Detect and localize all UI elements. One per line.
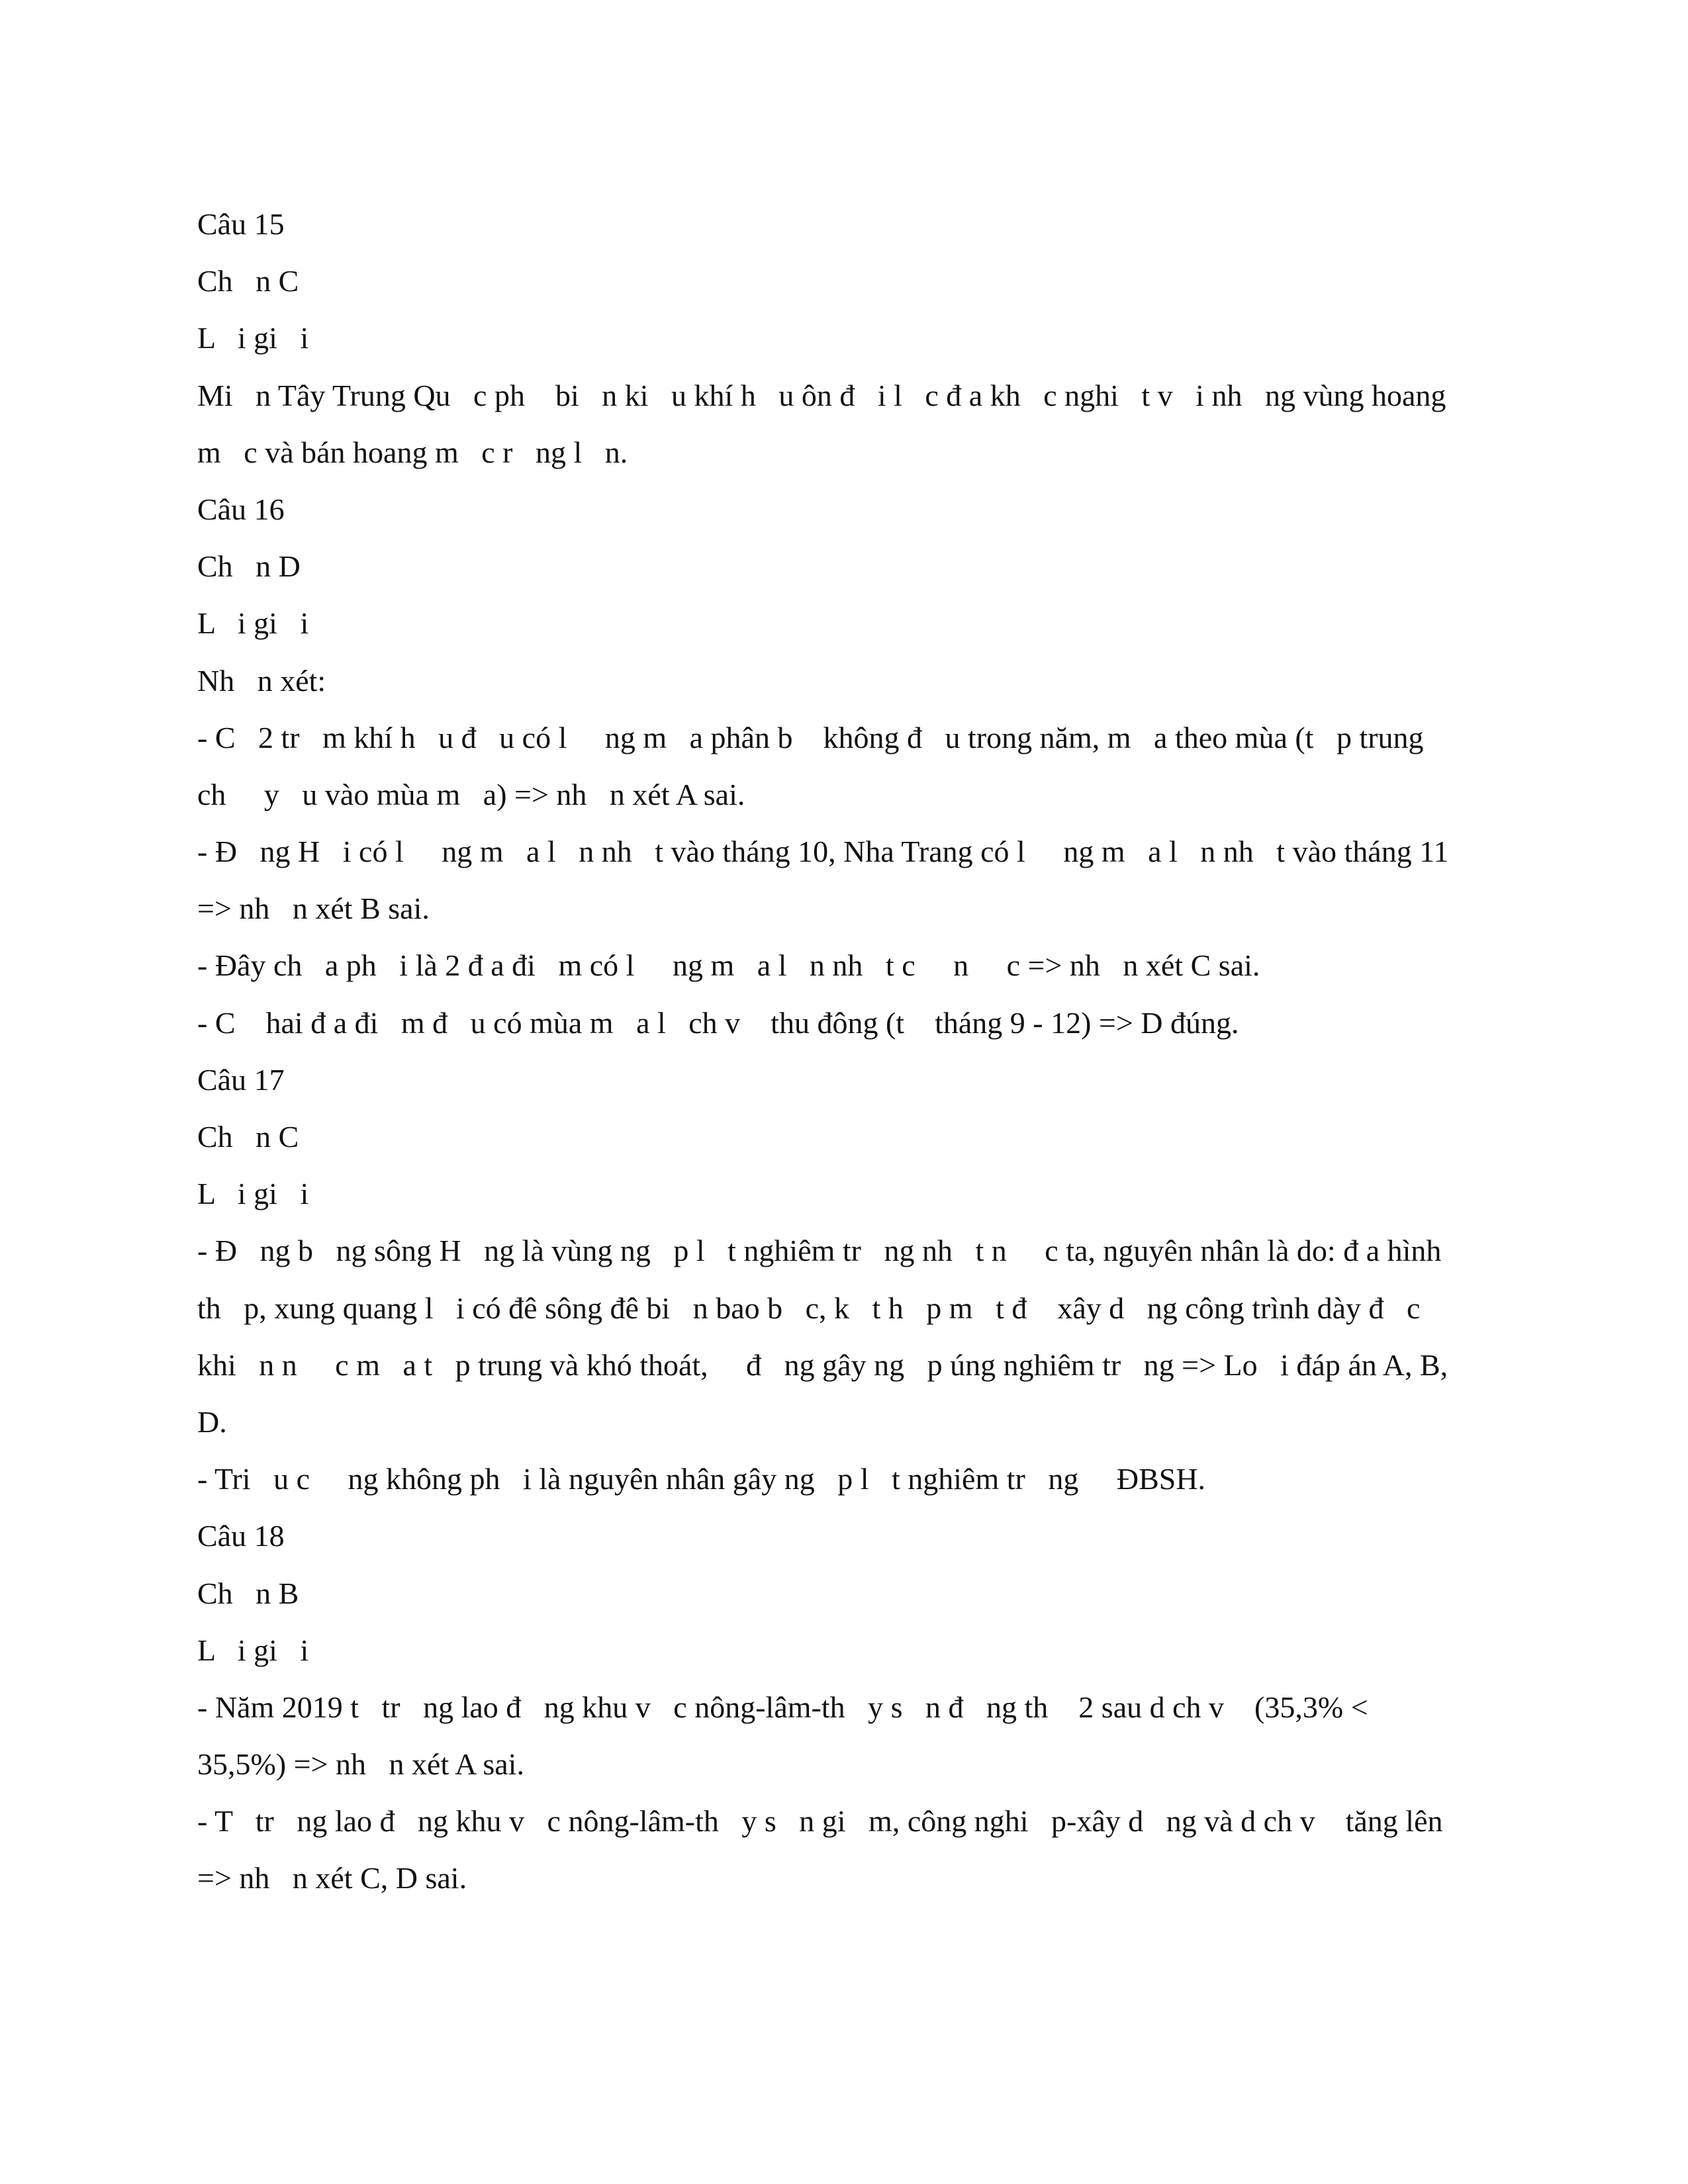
question-17-explanation-line: - Đ ng b ng sông H ng là vùng ng p l t nghiêm tr ng nh t n c ta, nguyên nhân là do: đ a hình	[197, 1234, 1442, 1268]
question-17-explanation-line: khi n n c m a t p trung và khó thoát, đ ng gây ng p úng nghiêm tr ng => Lo i đáp án A, B,	[197, 1347, 1448, 1382]
question-18-explanation-line: => nh n xét C, D sai.	[197, 1861, 467, 1895]
question-17-answer: Ch n C	[197, 1120, 299, 1154]
question-18-explanation-line: - T tr ng lao đ ng khu v c nông-lâm-th y s n gi m, công nghi p-xây d ng và d ch v tăng lên	[197, 1804, 1443, 1839]
question-16-explanation-line: ch y u vào mùa m a) => nh n xét A sai.	[197, 777, 745, 811]
question-18-explanation-line: - Năm 2019 t tr ng lao đ ng khu v c nông-lâm-th y s n đ ng th 2 sau d ch v (35,3% <	[197, 1690, 1368, 1724]
question-16-explanation-line: - C hai đ a đi m đ u có mùa m a l ch v thu đông (t tháng 9 - 12) => D đúng.	[197, 1005, 1239, 1040]
question-15-explanation-label: L i gi i	[197, 321, 309, 355]
question-17-explanation-line: - Tri u c ng không ph i là nguyên nhân gây ng p l t nghiêm tr ng ĐBSH.	[197, 1462, 1206, 1496]
question-16-answer: Ch n D	[197, 549, 301, 584]
question-17-heading: Câu 17	[197, 1062, 285, 1097]
question-16-explanation-line: => nh n xét B sai.	[197, 891, 430, 926]
question-18-answer: Ch n B	[197, 1576, 299, 1610]
question-16-heading: Câu 16	[197, 492, 285, 526]
question-16-explanation-line: - Đây ch a ph i là 2 đ a đi m có l ng m a l n nh t c n c => nh n xét C sai.	[197, 948, 1260, 983]
question-16-explanation-line: - Đ ng H i có l ng m a l n nh t vào tháng 10, Nha Trang có l ng m a l n nh t vào tháng 11	[197, 835, 1449, 869]
question-16-explanation-label: L i gi i	[197, 606, 309, 641]
question-15-explanation-line: m c và bán hoang m c r ng l n.	[197, 435, 628, 469]
document-page	[197, 196, 1495, 1907]
question-17-explanation-label: L i gi i	[197, 1177, 309, 1211]
question-17-explanation-line: D.	[197, 1404, 227, 1439]
question-15-answer: Ch n C	[197, 264, 299, 298]
question-15-explanation-line: Mi n Tây Trung Qu c ph bi n ki u khí h u ôn đ i l c đ a kh c nghi t v i nh ng vùng hoang	[197, 378, 1446, 412]
question-17-explanation-line: th p, xung quang l i có đê sông đê bi n bao b c, k t h p m t đ xây d ng công trình dày đ c	[197, 1291, 1421, 1325]
question-18-explanation-line: 35,5%) => nh n xét A sai.	[197, 1747, 524, 1782]
question-18-explanation-label: L i gi i	[197, 1633, 309, 1667]
question-15-heading: Câu 15	[197, 207, 285, 241]
question-16-remarks-label: Nh n xét:	[197, 663, 326, 698]
question-18-heading: Câu 18	[197, 1519, 285, 1553]
question-16-explanation-line: - C 2 tr m khí h u đ u có l ng m a phân b không đ u trong năm, m a theo mùa (t p trung	[197, 720, 1424, 754]
